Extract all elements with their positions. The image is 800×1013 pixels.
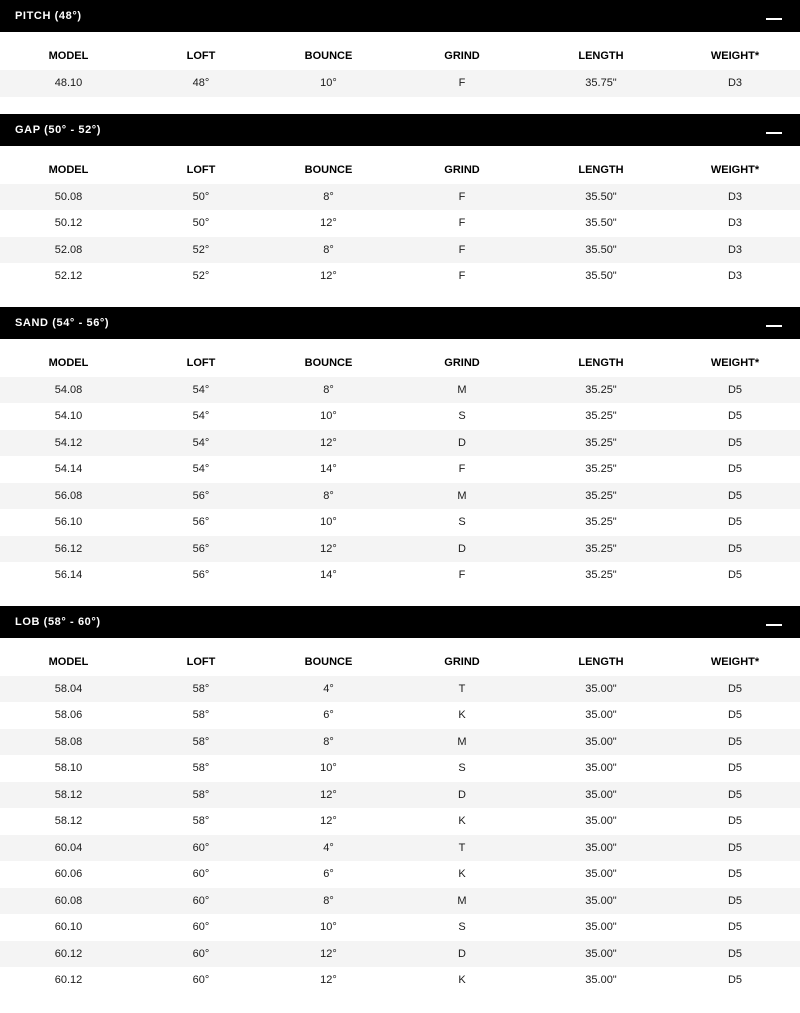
section-header[interactable] xyxy=(0,114,800,146)
table-row xyxy=(0,184,800,211)
section-header[interactable] xyxy=(0,307,800,339)
cell-length: 35.00" xyxy=(532,782,670,809)
cell-model: 54.12 xyxy=(0,430,137,457)
cell-grind: D xyxy=(392,430,532,457)
cell-length: 35.00" xyxy=(532,941,670,968)
cell-bounce: 12° xyxy=(265,941,392,968)
cell-model: 60.12 xyxy=(0,941,137,968)
cell-bounce: 12° xyxy=(265,430,392,457)
cell-weight: D5 xyxy=(670,676,800,703)
column-header-weight: WEIGHT* xyxy=(710,655,760,668)
cell-grind: F xyxy=(392,184,532,211)
cell-model: 50.08 xyxy=(0,184,137,211)
table-row xyxy=(0,430,800,457)
cell-model: 54.08 xyxy=(0,377,137,404)
spec-section xyxy=(0,606,800,994)
cell-model: 54.14 xyxy=(0,456,137,483)
cell-bounce: 10° xyxy=(265,914,392,941)
cell-weight: D5 xyxy=(670,536,800,563)
cell-weight: D5 xyxy=(670,861,800,888)
cell-weight: D5 xyxy=(670,782,800,809)
column-header-length: LENGTH xyxy=(578,50,624,62)
cell-model: 58.10 xyxy=(0,755,137,782)
column-header-model: MODEL xyxy=(48,655,89,668)
cell-length: 35.25" xyxy=(532,430,670,457)
cell-model: 60.12 xyxy=(0,967,137,994)
cell-weight: D5 xyxy=(670,808,800,835)
cell-loft: 54° xyxy=(137,377,265,404)
cell-length: 35.25" xyxy=(532,562,670,589)
cell-length: 35.00" xyxy=(532,967,670,994)
cell-loft: 56° xyxy=(137,562,265,589)
table-row xyxy=(0,755,800,782)
cell-grind: F xyxy=(392,562,532,589)
spec-section xyxy=(0,0,800,114)
cell-model: 52.08 xyxy=(0,237,137,264)
cell-model: 48.10 xyxy=(0,70,137,97)
cell-grind: D xyxy=(392,941,532,968)
cell-model: 60.08 xyxy=(0,888,137,915)
column-header-grind: GRIND xyxy=(444,50,480,62)
cell-model: 56.10 xyxy=(0,509,137,536)
section-spacer xyxy=(0,589,800,606)
column-header-model: MODEL xyxy=(48,50,89,62)
cell-length: 35.00" xyxy=(532,914,670,941)
cell-length: 35.50" xyxy=(532,237,670,264)
cell-weight: D5 xyxy=(670,729,800,756)
cell-grind: T xyxy=(392,835,532,862)
cell-loft: 60° xyxy=(137,941,265,968)
section-header[interactable] xyxy=(0,606,800,638)
cell-model: 58.12 xyxy=(0,808,137,835)
column-header-bounce: BOUNCE xyxy=(304,50,353,62)
spec-table xyxy=(0,146,800,290)
column-header-loft: LOFT xyxy=(186,356,216,369)
column-header-grind: GRIND xyxy=(444,356,480,369)
cell-weight: D5 xyxy=(670,888,800,915)
cell-grind: F xyxy=(392,456,532,483)
column-header-bounce: BOUNCE xyxy=(304,356,353,369)
cell-grind: M xyxy=(392,729,532,756)
cell-grind: S xyxy=(392,914,532,941)
table-row xyxy=(0,676,800,703)
cell-bounce: 12° xyxy=(265,808,392,835)
cell-model: 60.04 xyxy=(0,835,137,862)
cell-weight: D5 xyxy=(670,456,800,483)
cell-length: 35.25" xyxy=(532,483,670,510)
cell-loft: 60° xyxy=(137,861,265,888)
cell-loft: 52° xyxy=(137,263,265,290)
cell-grind: K xyxy=(392,861,532,888)
cell-model: 54.10 xyxy=(0,403,137,430)
section-title: LOB (58° - 60°) xyxy=(15,615,101,628)
collapse-icon[interactable] xyxy=(766,18,782,20)
cell-length: 35.00" xyxy=(532,835,670,862)
cell-weight: D5 xyxy=(670,967,800,994)
cell-loft: 50° xyxy=(137,210,265,237)
cell-weight: D5 xyxy=(670,403,800,430)
cell-loft: 56° xyxy=(137,483,265,510)
cell-length: 35.00" xyxy=(532,755,670,782)
cell-weight: D5 xyxy=(670,835,800,862)
cell-bounce: 6° xyxy=(265,702,392,729)
cell-length: 35.25" xyxy=(532,377,670,404)
spec-section xyxy=(0,114,800,307)
cell-loft: 58° xyxy=(137,782,265,809)
column-header-weight: WEIGHT* xyxy=(710,356,760,369)
collapse-icon[interactable] xyxy=(766,624,782,626)
table-row xyxy=(0,263,800,290)
cell-weight: D5 xyxy=(670,377,800,404)
cell-bounce: 12° xyxy=(265,782,392,809)
column-header-bounce: BOUNCE xyxy=(304,655,353,668)
cell-loft: 56° xyxy=(137,509,265,536)
cell-loft: 58° xyxy=(137,755,265,782)
cell-loft: 60° xyxy=(137,835,265,862)
cell-length: 35.50" xyxy=(532,210,670,237)
cell-length: 35.25" xyxy=(532,509,670,536)
table-row xyxy=(0,835,800,862)
section-spacer xyxy=(0,290,800,307)
section-title: PITCH (48°) xyxy=(15,10,82,22)
table-row xyxy=(0,456,800,483)
table-header-row xyxy=(0,32,800,70)
cell-loft: 54° xyxy=(137,403,265,430)
cell-weight: D3 xyxy=(670,70,800,97)
cell-weight: D5 xyxy=(670,509,800,536)
cell-loft: 60° xyxy=(137,888,265,915)
section-header[interactable] xyxy=(0,0,800,32)
cell-length: 35.00" xyxy=(532,808,670,835)
column-header-model: MODEL xyxy=(48,356,89,369)
table-row xyxy=(0,483,800,510)
section-title: GAP (50° - 52°) xyxy=(15,123,102,136)
cell-bounce: 8° xyxy=(265,237,392,264)
cell-grind: M xyxy=(392,377,532,404)
cell-length: 35.25" xyxy=(532,456,670,483)
cell-bounce: 8° xyxy=(265,483,392,510)
cell-grind: K xyxy=(392,808,532,835)
cell-bounce: 12° xyxy=(265,210,392,237)
cell-model: 58.04 xyxy=(0,676,137,703)
cell-bounce: 6° xyxy=(265,861,392,888)
cell-bounce: 10° xyxy=(265,509,392,536)
column-header-grind: GRIND xyxy=(444,163,480,176)
cell-weight: D3 xyxy=(670,237,800,264)
cell-bounce: 8° xyxy=(265,729,392,756)
cell-length: 35.25" xyxy=(532,403,670,430)
table-row xyxy=(0,237,800,264)
cell-weight: D5 xyxy=(670,755,800,782)
cell-weight: D5 xyxy=(670,430,800,457)
cell-loft: 60° xyxy=(137,914,265,941)
cell-weight: D3 xyxy=(670,184,800,211)
cell-length: 35.25" xyxy=(532,536,670,563)
cell-loft: 48° xyxy=(137,70,265,97)
table-row xyxy=(0,403,800,430)
table-row xyxy=(0,210,800,237)
table-row xyxy=(0,861,800,888)
cell-bounce: 10° xyxy=(265,403,392,430)
table-row xyxy=(0,377,800,404)
cell-model: 58.08 xyxy=(0,729,137,756)
cell-length: 35.50" xyxy=(532,184,670,211)
cell-bounce: 10° xyxy=(265,755,392,782)
cell-model: 56.14 xyxy=(0,562,137,589)
column-header-bounce: BOUNCE xyxy=(304,163,353,176)
cell-grind: K xyxy=(392,967,532,994)
cell-loft: 52° xyxy=(137,237,265,264)
cell-grind: K xyxy=(392,702,532,729)
cell-grind: T xyxy=(392,676,532,703)
cell-model: 58.12 xyxy=(0,782,137,809)
cell-grind: M xyxy=(392,483,532,510)
cell-loft: 58° xyxy=(137,676,265,703)
cell-loft: 60° xyxy=(137,967,265,994)
cell-bounce: 12° xyxy=(265,967,392,994)
table-row xyxy=(0,562,800,589)
cell-model: 52.12 xyxy=(0,263,137,290)
cell-loft: 54° xyxy=(137,456,265,483)
cell-weight: D5 xyxy=(670,914,800,941)
cell-model: 56.08 xyxy=(0,483,137,510)
cell-length: 35.00" xyxy=(532,888,670,915)
cell-grind: F xyxy=(392,237,532,264)
table-row xyxy=(0,70,800,97)
spec-section xyxy=(0,307,800,606)
table-row xyxy=(0,702,800,729)
table-row xyxy=(0,729,800,756)
cell-weight: D5 xyxy=(670,562,800,589)
section-spacer xyxy=(0,97,800,114)
column-header-loft: LOFT xyxy=(186,163,216,176)
table-header-row xyxy=(0,146,800,184)
cell-bounce: 14° xyxy=(265,456,392,483)
cell-loft: 56° xyxy=(137,536,265,563)
column-header-loft: LOFT xyxy=(186,50,216,62)
cell-bounce: 12° xyxy=(265,263,392,290)
table-row xyxy=(0,967,800,994)
cell-length: 35.00" xyxy=(532,729,670,756)
cell-model: 60.06 xyxy=(0,861,137,888)
cell-model: 58.06 xyxy=(0,702,137,729)
cell-loft: 58° xyxy=(137,702,265,729)
collapse-icon[interactable] xyxy=(766,325,782,327)
table-row xyxy=(0,509,800,536)
table-row xyxy=(0,914,800,941)
column-header-model: MODEL xyxy=(48,163,89,176)
cell-grind: S xyxy=(392,509,532,536)
table-header-row xyxy=(0,339,800,377)
table-row xyxy=(0,888,800,915)
cell-grind: F xyxy=(392,70,532,97)
cell-grind: D xyxy=(392,536,532,563)
cell-loft: 58° xyxy=(137,729,265,756)
cell-bounce: 10° xyxy=(265,70,392,97)
column-header-length: LENGTH xyxy=(578,356,624,369)
cell-model: 60.10 xyxy=(0,914,137,941)
cell-loft: 58° xyxy=(137,808,265,835)
cell-weight: D5 xyxy=(670,483,800,510)
cell-length: 35.50" xyxy=(532,263,670,290)
table-row xyxy=(0,941,800,968)
spec-table xyxy=(0,638,800,994)
cell-grind: S xyxy=(392,403,532,430)
table-header-row xyxy=(0,638,800,676)
cell-grind: D xyxy=(392,782,532,809)
cell-weight: D5 xyxy=(670,941,800,968)
table-row xyxy=(0,782,800,809)
cell-weight: D3 xyxy=(670,210,800,237)
column-header-weight: WEIGHT* xyxy=(710,50,760,62)
cell-model: 50.12 xyxy=(0,210,137,237)
cell-length: 35.00" xyxy=(532,861,670,888)
cell-weight: D3 xyxy=(670,263,800,290)
cell-bounce: 4° xyxy=(265,676,392,703)
cell-loft: 50° xyxy=(137,184,265,211)
cell-model: 56.12 xyxy=(0,536,137,563)
cell-grind: M xyxy=(392,888,532,915)
cell-bounce: 8° xyxy=(265,377,392,404)
cell-grind: S xyxy=(392,755,532,782)
column-header-grind: GRIND xyxy=(444,655,480,668)
cell-weight: D5 xyxy=(670,702,800,729)
column-header-loft: LOFT xyxy=(186,655,216,668)
collapse-icon[interactable] xyxy=(766,132,782,134)
column-header-length: LENGTH xyxy=(578,655,624,668)
cell-bounce: 4° xyxy=(265,835,392,862)
cell-grind: F xyxy=(392,263,532,290)
table-row xyxy=(0,536,800,563)
spec-table xyxy=(0,32,800,97)
cell-length: 35.00" xyxy=(532,702,670,729)
cell-bounce: 12° xyxy=(265,536,392,563)
cell-length: 35.00" xyxy=(532,676,670,703)
cell-bounce: 8° xyxy=(265,888,392,915)
cell-loft: 54° xyxy=(137,430,265,457)
column-header-weight: WEIGHT* xyxy=(710,163,760,176)
column-header-length: LENGTH xyxy=(578,163,624,176)
cell-bounce: 8° xyxy=(265,184,392,211)
cell-grind: F xyxy=(392,210,532,237)
section-title: SAND (54° - 56°) xyxy=(15,316,110,329)
cell-bounce: 14° xyxy=(265,562,392,589)
spec-table xyxy=(0,339,800,589)
table-row xyxy=(0,808,800,835)
cell-length: 35.75" xyxy=(532,70,670,97)
